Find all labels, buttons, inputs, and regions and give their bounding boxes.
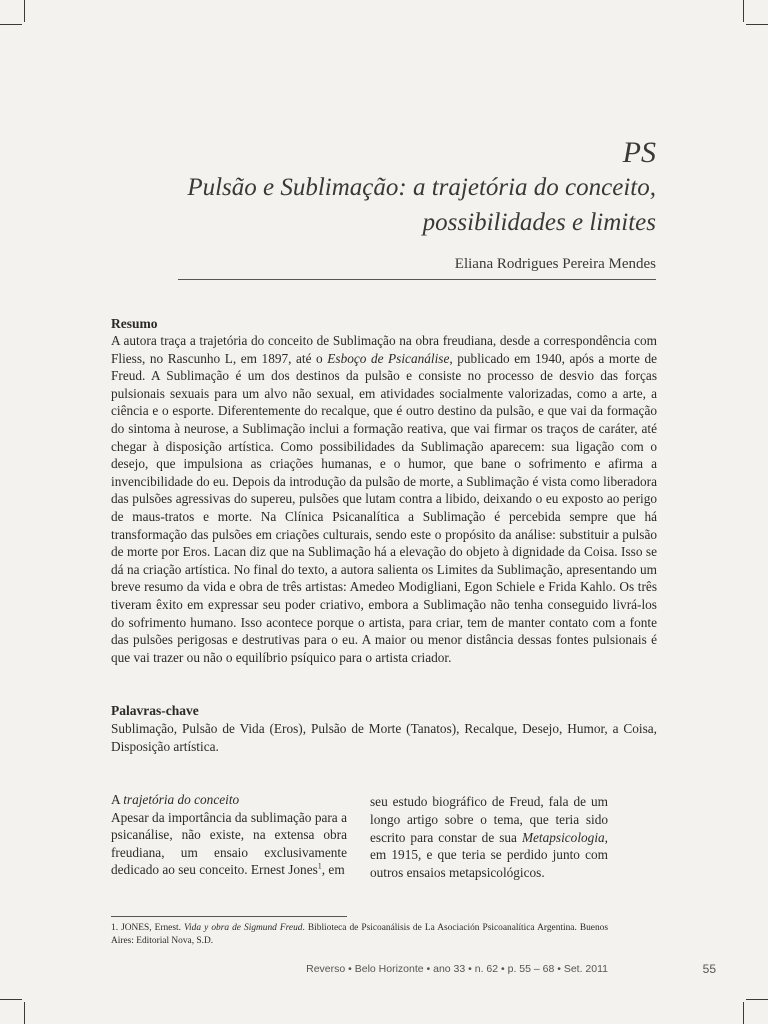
running-footer: Reverso • Belo Horizonte • ano 33 • n. 62 • p. 55 – 68 • Set. 2011 — [306, 963, 608, 975]
body-column-left: A trajetória do conceito Apesar da importância da sublimação para a psicanálise, não existe, na extensa obra freudiana, um ensaio exclusivamente dedicado ao seu conceito. Ernest Jones$^1$, em — [111, 792, 347, 878]
abstract-heading: Resumo — [111, 316, 158, 331]
page-number: 55 — [702, 962, 716, 976]
crop-mark — [0, 999, 22, 1000]
crop-mark — [743, 0, 744, 22]
title-line: Pulsão e Sublimação: a trajetória do conceito, — [187, 174, 656, 201]
body-column-right: seu estudo biográfico de Freud, fala de um longo artigo sobre o tema, que teria sido escrito para constar de sua Metapsicologia, em 1915, e que teria se perdido junto com outros ensaios metapsicológicos. — [370, 794, 608, 881]
section-heading: A trajetória do conceito — [111, 792, 240, 807]
footnote-divider — [111, 916, 347, 917]
crop-mark — [0, 24, 22, 25]
crop-mark — [24, 1002, 25, 1024]
body-paragraph: Apesar da importância da sublimação para a psicanálise, não existe, na extensa obra freudiana, um ensaio exclusivamente dedicado ao seu conceito. Ernest Jones — [111, 809, 347, 878]
keywords-heading: Palavras-chave — [111, 703, 199, 718]
title-divider — [178, 279, 656, 280]
footnote: 1. JONES, Ernest. Vida y obra de Sigmund Freud. Biblioteca de Psicoanálisis de La Asociación Psicoanalítica Argentina. Buenos Aires: Editorial Nova, S.D. — [111, 923, 608, 946]
crop-mark — [746, 999, 768, 1000]
article-title — [136, 170, 656, 240]
crop-mark — [746, 24, 768, 25]
author-name: Eliana Rodrigues Pereira Mendes — [454, 256, 656, 272]
footnote-ref[interactable]: 1 — [317, 861, 322, 871]
section-tag: PS — [622, 136, 656, 169]
keywords-text: Sublimação, Pulsão de Vida (Eros), Pulsão de Morte (Tanatos), Recalque, Desejo, Humor, a Coisa, Disposição artística. — [111, 721, 657, 754]
abstract-text: A autora traça a trajetória do conceito de Sublimação na obra freudiana, desde a correspondência com Fliess, no Rascunho L, em 1897, até o Esboço de Psicanálise, publicado em 1940, após a morte de Freud. A Sublimação é um dos destinos da pulsão e consiste no processo de desvio das forças pulsionais sexuais para um alvo não sexual, em atividades socialmente valorizadas, como a arte, a ciência e o esporte. Diferentemente do recalque, que é outro destino da pulsão, e que vai da formação do sintoma à neurose, a Sublimação inclui a formação reativa, que vai firmar os traços de caráter, até chegar à disposição artística. Como possibilidades da Sublimação aparecem: sua ligação com o desejo, que impulsiona as criações humanas, e o humor, que bane o sofrimento e afirma a invencibilidade do eu. Depois da introdução da pulsão de morte, a Sublimação é vista como liberadora das pulsões agressivas do supereu, pulsões que lutam contra a libido, deixando o eu exposto ao perigo de maus-tratos e morte. Na Clínica Psicanalítica a Sublimação é percebida sempre que há transformação das pulsões em criações culturais, sendo este o propósito da análise: substituir a pulsão de morte por Eros. Lacan diz que na Sublimação há a elevação do objeto à dignidade da Coisa. Isso se dá na criação artística. No final do texto, a autora salienta os Limites da Sublimação, apresentando um breve resumo da vida e obra de três artistas: Amedeo Modigliani, Egon Schiele e Frida Kahlo. Os três tiveram êxito em expressar seu poder criativo, embora a Sublimação não tenha conseguido livrá-los do sofrimento humano. Isso acontece porque o artista, para criar, tem de manter contato com a fonte das pulsões perigosas e destrutivas para o eu. A maior ou menor distância dessas fontes pulsionais é que vai trazer ou não o equilíbrio psíquico para o artista criador. — [111, 333, 657, 665]
title-line: possibilidades e limites — [422, 209, 656, 236]
crop-mark — [24, 0, 25, 22]
crop-mark — [743, 1002, 744, 1024]
